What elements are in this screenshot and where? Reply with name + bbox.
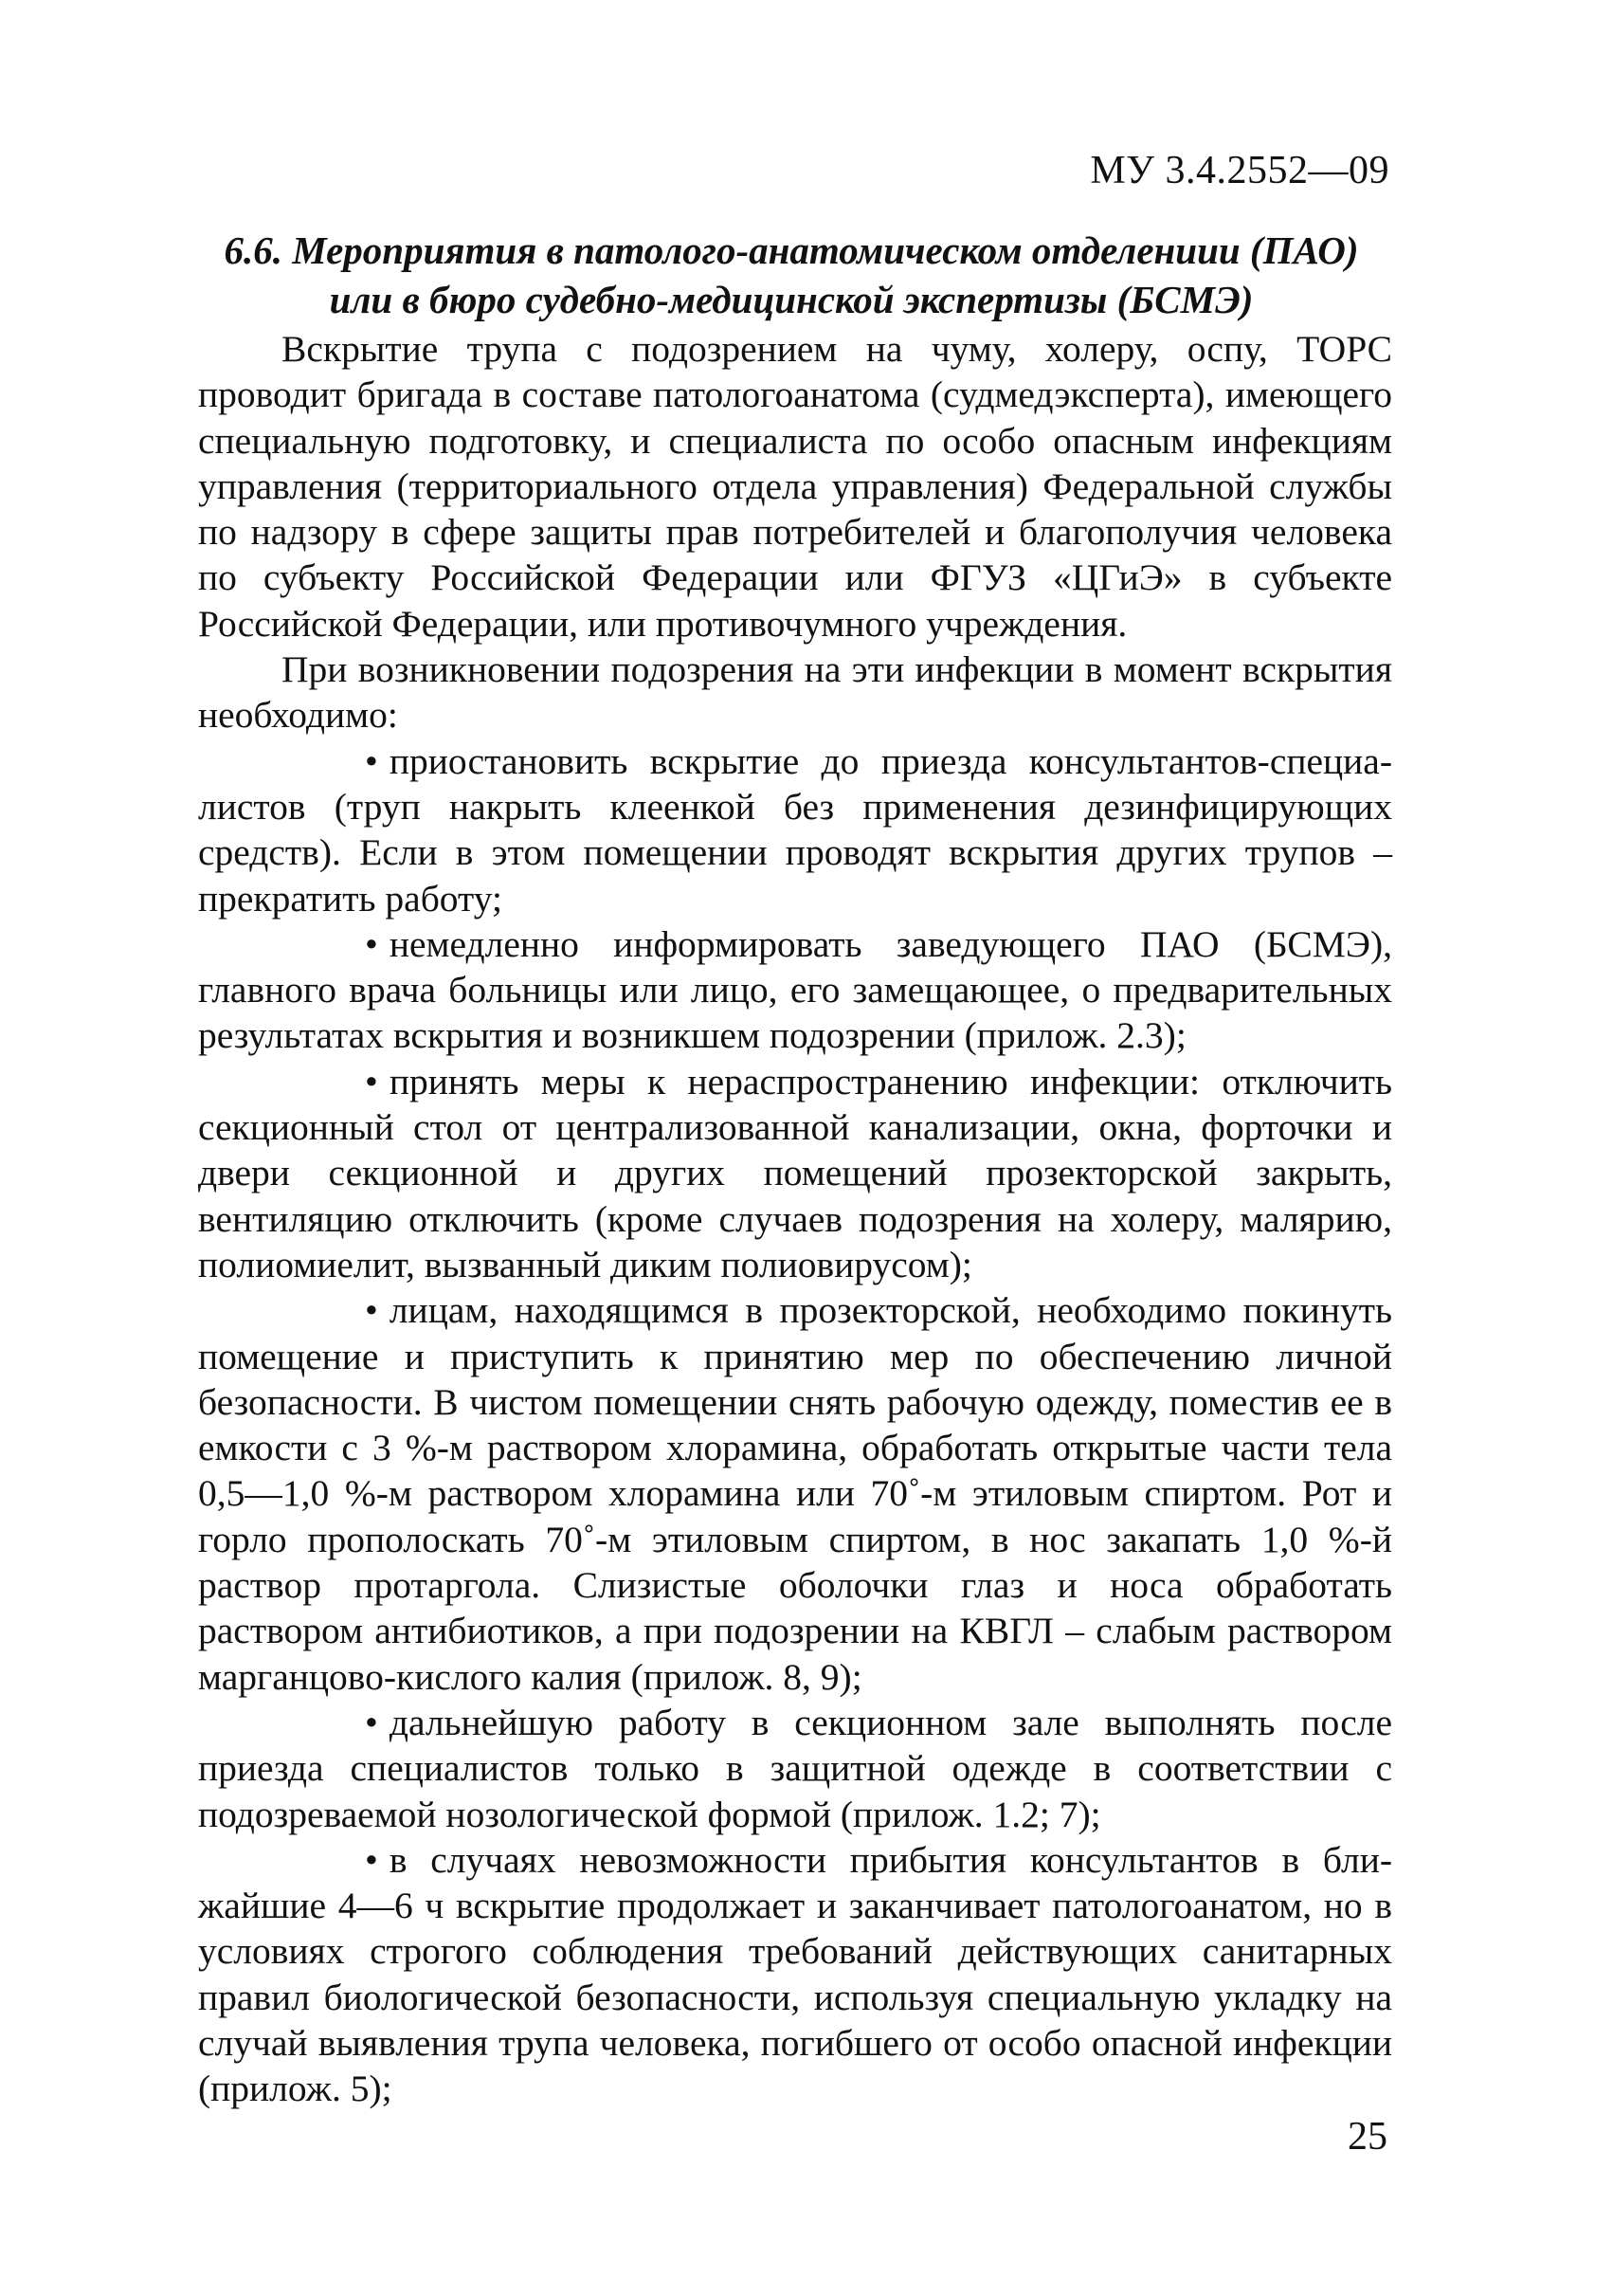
bullet-text: в случаях невозможности прибытия консультантов в ближайшие 4—6 ч вскрытие продолжает и заканчивает патологоанатом, но в условиях строгого соблюдения требований действующих санитарных правил биологической безопасности, используя специальную укладку на случай выявления трупа человека, погибшего от особо опасной инфекции (прилож. 5); [198,1838,1392,2110]
bullet-item [198,921,1392,1059]
bullet-item [198,1287,1392,1700]
paragraph: Вскрытие трупа с подозрением на чуму, холеру, оспу, ТОРС проводит бригада в составе патологоанатома (судмедэксперта), имеющего специальную подготовку, и специалиста по особо опасным инфекциям управления (территориального отдела управления) Федеральной службы по надзору в сфере защиты прав потребителей и благополучия человека по субъекту Российской Федерации или ФГУЗ «ЦГиЭ» в субъекте Российской Федерации, или противочумного учреждения. [198,328,1392,645]
document-code: МУ 3.4.2552—09 [1090,149,1389,192]
bullet-icon: • [365,922,378,965]
bullet-item [198,1837,1392,2112]
section-heading-line-2: или в бюро судебно-медицинской экспертизы (БСМЭ) [329,278,1254,321]
bullet-text: лицам, находящимся в прозекторской, необходимо покинуть помещение и приступить к принятию мер по обеспечению личной безопасности. В чистом помещении снять рабочую одежду, поместив ее в емкости с 3 %-м раствором хлорамина, обработать открытые части тела 0,5—1,0 %-м раствором хлорамина или 70˚-м этиловым спиртом. Рот и горло прополоскать 70˚-м этиловым спиртом, в нос закапать 1,0 %-й раствор протаргола. Слизистые оболочки глаз и носа обработать раствором антибиотиков, а при подозрении на КВГЛ – слабым раствором марганцово-кислого калия (прилож. 8, 9); [198,1289,1392,1698]
bullet-text: немедленно информировать заведующего ПАО (БСМЭ), главного врача больницы или лицо, его замещающее, о предварительных результатах вскрытия и возникшем подозрении (прилож. 2.3); [198,922,1392,1057]
bullet-item [198,1700,1392,1837]
bullet-item [198,738,1392,921]
bullet-icon: • [365,739,378,782]
bullet-text: приостановить вскрытие до приезда консультантов-специалистов (труп накрыть клеенкой без применения дезинфицирующих средств). Если в этом помещении проводят вскрытия других трупов – прекратить работу; [198,739,1392,920]
bullet-icon: • [365,1289,378,1332]
paragraph: При возникновении подозрения на эти инфекции в момент вскрытия необходимо: [198,648,1392,737]
body-text [198,326,1392,2112]
bullet-icon: • [365,1701,378,1743]
section-heading-line-1: 6.6. Мероприятия в патолого-анатомическом отделениии (ПАО) [224,228,1359,272]
bullet-item [198,1059,1392,1287]
bullet-icon: • [365,1060,378,1102]
bullet-text: дальнейшую работу в секционном зале выполнять после приезда специалистов только в защитной одежде в соответствии с подозреваемой нозологической формой (прилож. 1.2; 7); [198,1701,1392,1835]
page-number: 25 [1348,2115,1387,2159]
bullet-text: принять меры к нераспространению инфекции: отключить секционный стол от централизованной канализации, окна, форточки и двери секционной и других помещений прозекторской закрыть, вентиляцию отключить (кроме случаев подозрения на холеру, малярию, полиомиелит, вызванный диким полиовирусом); [198,1060,1392,1285]
section-heading [190,226,1393,324]
bullet-icon: • [365,1838,378,1881]
